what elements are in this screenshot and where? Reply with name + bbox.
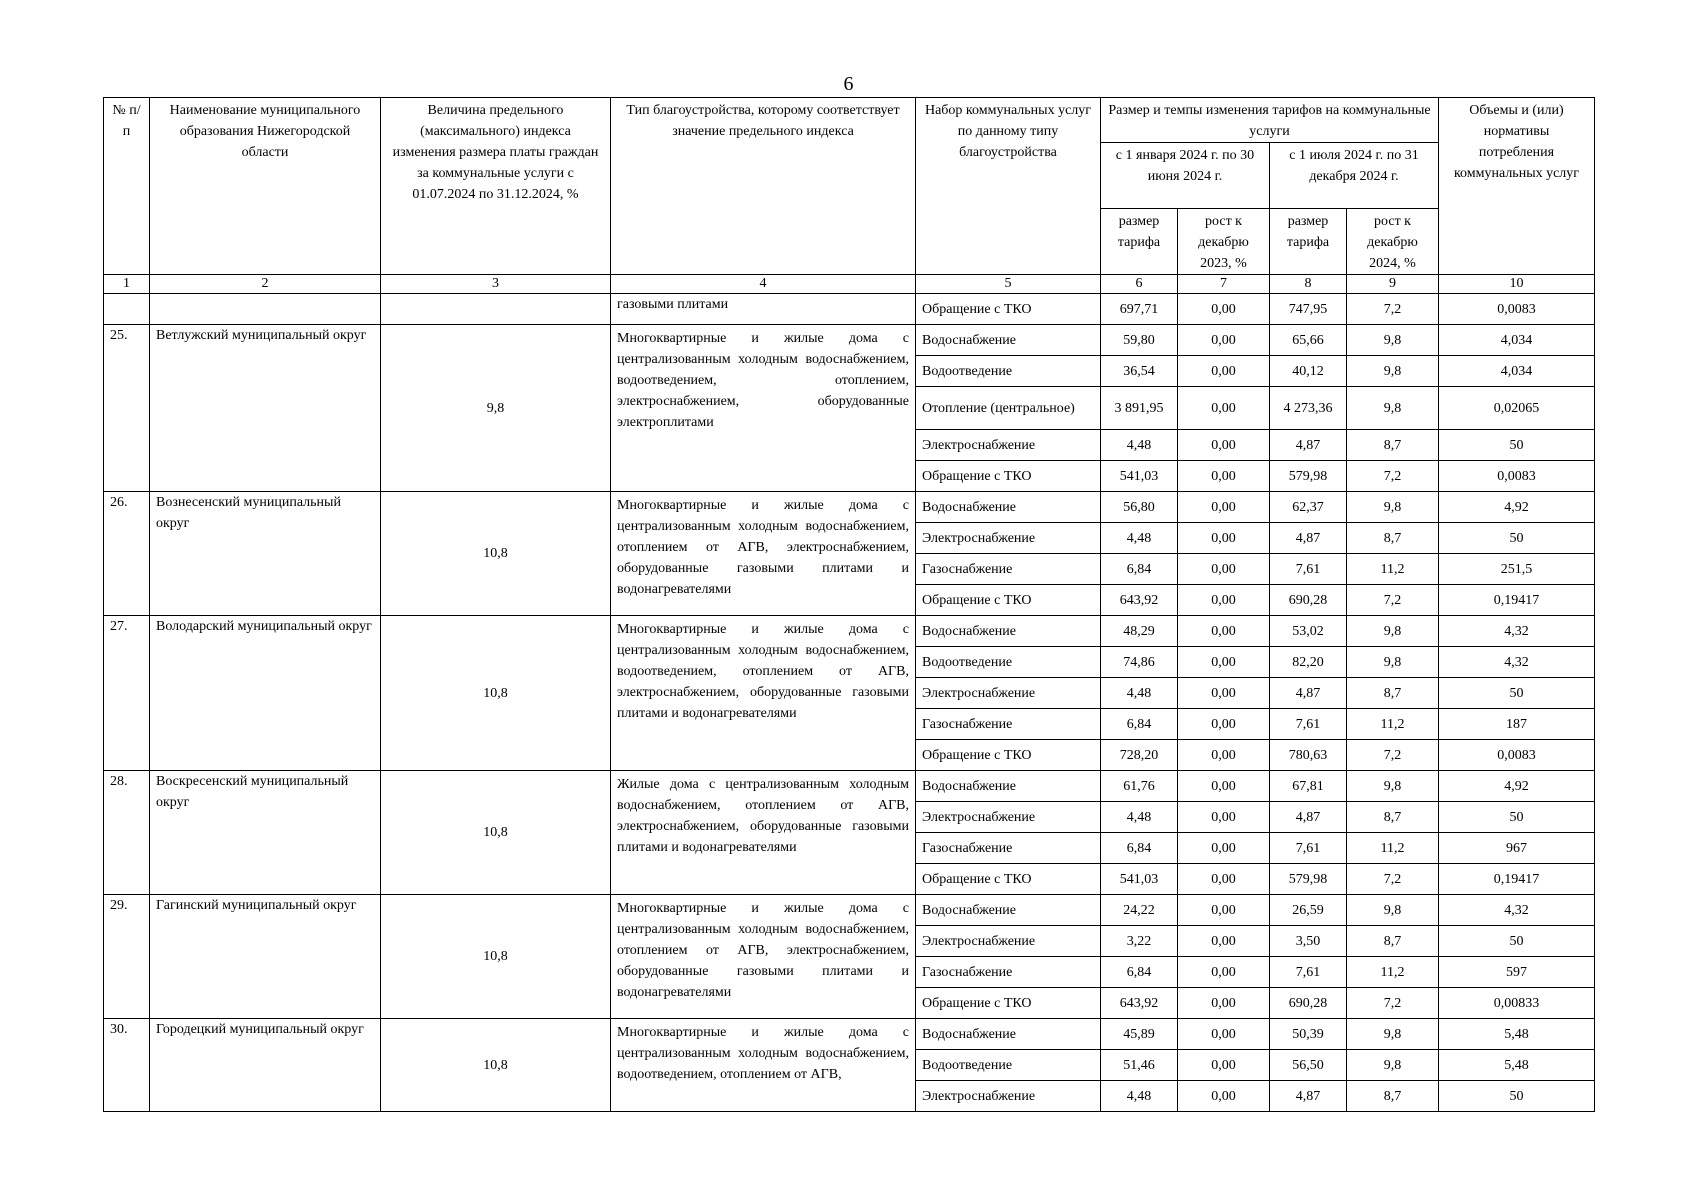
cell-tariff-2: 747,95 bbox=[1270, 294, 1347, 325]
cell-volume: 4,32 bbox=[1439, 647, 1595, 678]
cell-growth-1: 0,00 bbox=[1178, 554, 1270, 585]
cell-service: Электроснабжение bbox=[916, 926, 1101, 957]
cell-growth-2: 9,8 bbox=[1347, 895, 1439, 926]
cell-tariff-1: 697,71 bbox=[1101, 294, 1178, 325]
cell-volume: 4,92 bbox=[1439, 492, 1595, 523]
cell-max-index bbox=[381, 294, 611, 325]
cell-improvement-type: Многоквартирные и жилые дома с централизованным холодным водоснабжением, водоотведением, отоплением от АГВ, электроснабжением, оборудованные газовыми плитами и водонагревателями bbox=[611, 616, 916, 771]
cell-growth-1: 0,00 bbox=[1178, 802, 1270, 833]
column-number: 6 bbox=[1101, 275, 1178, 294]
cell-growth-1: 0,00 bbox=[1178, 325, 1270, 356]
header-municipality: Наименование муниципального образования Нижегородской области bbox=[150, 98, 381, 275]
header-tariff-group: Размер и темпы изменения тарифов на коммунальные услуги bbox=[1101, 98, 1439, 143]
cell-growth-2: 9,8 bbox=[1347, 356, 1439, 387]
cell-growth-2: 7,2 bbox=[1347, 988, 1439, 1019]
cell-volume: 50 bbox=[1439, 1081, 1595, 1112]
cell-service: Электроснабжение bbox=[916, 523, 1101, 554]
cell-service: Обращение с ТКО bbox=[916, 740, 1101, 771]
cell-tariff-2: 4,87 bbox=[1270, 523, 1347, 554]
cell-municipality: Володарский муниципальный округ bbox=[150, 616, 381, 771]
header-volumes: Объемы и (или) нормативы потребления коммунальных услуг bbox=[1439, 98, 1595, 275]
cell-service: Водоотведение bbox=[916, 356, 1101, 387]
cell-growth-1: 0,00 bbox=[1178, 709, 1270, 740]
column-number: 2 bbox=[150, 275, 381, 294]
header-max-index: Величина предельного (максимального) индекса изменения размера платы граждан за коммунальные услуги с 01.07.2024 по 31.12.2024, % bbox=[381, 98, 611, 275]
cell-tariff-2: 4,87 bbox=[1270, 678, 1347, 709]
column-number: 1 bbox=[104, 275, 150, 294]
column-number: 9 bbox=[1347, 275, 1439, 294]
cell-growth-1: 0,00 bbox=[1178, 492, 1270, 523]
cell-growth-2: 11,2 bbox=[1347, 833, 1439, 864]
cell-volume: 967 bbox=[1439, 833, 1595, 864]
cell-growth-2: 9,8 bbox=[1347, 616, 1439, 647]
cell-service: Отопление (центральное) bbox=[916, 387, 1101, 430]
cell-growth-2: 8,7 bbox=[1347, 802, 1439, 833]
cell-growth-1: 0,00 bbox=[1178, 647, 1270, 678]
cell-volume: 4,034 bbox=[1439, 325, 1595, 356]
header-growth-2023: рост к декабрю 2023, % bbox=[1178, 209, 1270, 275]
cell-growth-1: 0,00 bbox=[1178, 387, 1270, 430]
cell-tariff-2: 4,87 bbox=[1270, 430, 1347, 461]
cell-growth-1: 0,00 bbox=[1178, 1019, 1270, 1050]
cell-growth-2: 9,8 bbox=[1347, 647, 1439, 678]
cell-service: Электроснабжение bbox=[916, 1081, 1101, 1112]
cell-tariff-1: 6,84 bbox=[1101, 709, 1178, 740]
cell-municipality bbox=[150, 294, 381, 325]
cell-tariff-1: 4,48 bbox=[1101, 678, 1178, 709]
cell-growth-2: 8,7 bbox=[1347, 926, 1439, 957]
cell-tariff-2: 579,98 bbox=[1270, 461, 1347, 492]
cell-tariff-1: 56,80 bbox=[1101, 492, 1178, 523]
cell-tariff-2: 53,02 bbox=[1270, 616, 1347, 647]
cell-volume: 50 bbox=[1439, 678, 1595, 709]
header-tariff-size-2: размер тарифа bbox=[1270, 209, 1347, 275]
cell-tariff-1: 541,03 bbox=[1101, 461, 1178, 492]
cell-growth-1: 0,00 bbox=[1178, 864, 1270, 895]
column-numbers-row bbox=[104, 275, 1595, 294]
cell-tariff-1: 48,29 bbox=[1101, 616, 1178, 647]
cell-tariff-2: 7,61 bbox=[1270, 554, 1347, 585]
cell-volume: 50 bbox=[1439, 926, 1595, 957]
cell-tariff-1: 36,54 bbox=[1101, 356, 1178, 387]
cell-municipality: Ветлужский муниципальный округ bbox=[150, 325, 381, 492]
header-services-set: Набор коммунальных услуг по данному типу благоустройства bbox=[916, 98, 1101, 275]
cell-service: Водоснабжение bbox=[916, 616, 1101, 647]
cell-growth-1: 0,00 bbox=[1178, 1050, 1270, 1081]
cell-growth-2: 9,8 bbox=[1347, 1050, 1439, 1081]
cell-growth-1: 0,00 bbox=[1178, 356, 1270, 387]
column-number: 3 bbox=[381, 275, 611, 294]
cell-volume: 4,034 bbox=[1439, 356, 1595, 387]
header-number: № п/п bbox=[104, 98, 150, 275]
cell-municipality: Вознесенский муниципальный округ bbox=[150, 492, 381, 616]
cell-service: Водоотведение bbox=[916, 1050, 1101, 1081]
cell-number bbox=[104, 294, 150, 325]
cell-tariff-2: 26,59 bbox=[1270, 895, 1347, 926]
cell-improvement-type: газовыми плитами bbox=[611, 294, 916, 325]
cell-improvement-type: Жилые дома с централизованным холодным водоснабжением, отоплением от АГВ, электроснабжением, оборудованные газовыми плитами и водонагревателями bbox=[611, 771, 916, 895]
cell-volume: 5,48 bbox=[1439, 1019, 1595, 1050]
cell-growth-1: 0,00 bbox=[1178, 957, 1270, 988]
table-row bbox=[104, 895, 1595, 926]
cell-max-index: 9,8 bbox=[381, 325, 611, 492]
header-period-2: с 1 июля 2024 г. по 31 декабря 2024 г. bbox=[1270, 143, 1439, 209]
cell-growth-1: 0,00 bbox=[1178, 833, 1270, 864]
header-tariff-size-1: размер тарифа bbox=[1101, 209, 1178, 275]
cell-number: 27. bbox=[104, 616, 150, 771]
cell-growth-1: 0,00 bbox=[1178, 1081, 1270, 1112]
cell-growth-2: 7,2 bbox=[1347, 461, 1439, 492]
cell-growth-1: 0,00 bbox=[1178, 926, 1270, 957]
cell-volume: 5,48 bbox=[1439, 1050, 1595, 1081]
cell-volume: 50 bbox=[1439, 523, 1595, 554]
cell-service: Водоотведение bbox=[916, 647, 1101, 678]
cell-growth-2: 9,8 bbox=[1347, 492, 1439, 523]
cell-max-index: 10,8 bbox=[381, 616, 611, 771]
cell-service: Водоснабжение bbox=[916, 895, 1101, 926]
cell-growth-2: 9,8 bbox=[1347, 771, 1439, 802]
tariff-table bbox=[103, 97, 1595, 1112]
cell-tariff-1: 74,86 bbox=[1101, 647, 1178, 678]
cell-tariff-2: 579,98 bbox=[1270, 864, 1347, 895]
cell-volume: 50 bbox=[1439, 802, 1595, 833]
cell-tariff-2: 690,28 bbox=[1270, 585, 1347, 616]
table-header bbox=[104, 98, 1595, 294]
cell-growth-1: 0,00 bbox=[1178, 895, 1270, 926]
cell-number: 25. bbox=[104, 325, 150, 492]
column-number: 4 bbox=[611, 275, 916, 294]
cell-service: Обращение с ТКО bbox=[916, 585, 1101, 616]
table-row bbox=[104, 616, 1595, 647]
cell-growth-2: 8,7 bbox=[1347, 678, 1439, 709]
cell-volume: 0,19417 bbox=[1439, 585, 1595, 616]
column-number: 5 bbox=[916, 275, 1101, 294]
table-row bbox=[104, 325, 1595, 356]
cell-service: Водоснабжение bbox=[916, 325, 1101, 356]
cell-service: Электроснабжение bbox=[916, 430, 1101, 461]
header-improvement-type: Тип благоустройства, которому соответствует значение предельного индекса bbox=[611, 98, 916, 275]
cell-growth-1: 0,00 bbox=[1178, 430, 1270, 461]
cell-growth-2: 7,2 bbox=[1347, 585, 1439, 616]
cell-volume: 0,19417 bbox=[1439, 864, 1595, 895]
table-row bbox=[104, 492, 1595, 523]
cell-volume: 4,32 bbox=[1439, 895, 1595, 926]
cell-tariff-2: 7,61 bbox=[1270, 833, 1347, 864]
cell-growth-2: 11,2 bbox=[1347, 709, 1439, 740]
cell-tariff-2: 50,39 bbox=[1270, 1019, 1347, 1050]
cell-service: Газоснабжение bbox=[916, 709, 1101, 740]
header-period-1: с 1 января 2024 г. по 30 июня 2024 г. bbox=[1101, 143, 1270, 209]
cell-growth-1: 0,00 bbox=[1178, 678, 1270, 709]
cell-tariff-2: 690,28 bbox=[1270, 988, 1347, 1019]
cell-tariff-2: 56,50 bbox=[1270, 1050, 1347, 1081]
cell-growth-2: 9,8 bbox=[1347, 1019, 1439, 1050]
cell-tariff-1: 728,20 bbox=[1101, 740, 1178, 771]
cell-service: Электроснабжение bbox=[916, 678, 1101, 709]
cell-tariff-1: 3,22 bbox=[1101, 926, 1178, 957]
table-row bbox=[104, 1019, 1595, 1050]
cell-growth-1: 0,00 bbox=[1178, 523, 1270, 554]
cell-tariff-1: 6,84 bbox=[1101, 554, 1178, 585]
cell-service: Водоснабжение bbox=[916, 771, 1101, 802]
cell-volume: 0,0083 bbox=[1439, 461, 1595, 492]
cell-service: Водоснабжение bbox=[916, 1019, 1101, 1050]
cell-tariff-2: 4,87 bbox=[1270, 1081, 1347, 1112]
cell-volume: 50 bbox=[1439, 430, 1595, 461]
cell-tariff-1: 643,92 bbox=[1101, 988, 1178, 1019]
column-number: 7 bbox=[1178, 275, 1270, 294]
cell-growth-1: 0,00 bbox=[1178, 616, 1270, 647]
cell-tariff-2: 82,20 bbox=[1270, 647, 1347, 678]
cell-service: Обращение с ТКО bbox=[916, 988, 1101, 1019]
cell-volume: 0,0083 bbox=[1439, 294, 1595, 325]
cell-volume: 187 bbox=[1439, 709, 1595, 740]
cell-service: Обращение с ТКО bbox=[916, 864, 1101, 895]
cell-number: 28. bbox=[104, 771, 150, 895]
cell-improvement-type: Многоквартирные и жилые дома с централизованным холодным водоснабжением, отоплением от АГВ, электроснабжением, оборудованные газовыми плитами и водонагревателями bbox=[611, 895, 916, 1019]
cell-improvement-type: Многоквартирные и жилые дома с централизованным холодным водоснабжением, водоотведением, отоплением от АГВ, bbox=[611, 1019, 916, 1112]
cell-service: Газоснабжение bbox=[916, 833, 1101, 864]
cell-tariff-1: 24,22 bbox=[1101, 895, 1178, 926]
cell-growth-2: 9,8 bbox=[1347, 387, 1439, 430]
cell-volume: 4,32 bbox=[1439, 616, 1595, 647]
page-number: 6 bbox=[843, 73, 854, 95]
cell-max-index: 10,8 bbox=[381, 771, 611, 895]
cell-tariff-1: 45,89 bbox=[1101, 1019, 1178, 1050]
cell-growth-1: 0,00 bbox=[1178, 988, 1270, 1019]
column-number: 10 bbox=[1439, 275, 1595, 294]
cell-growth-1: 0,00 bbox=[1178, 771, 1270, 802]
table-row bbox=[104, 771, 1595, 802]
cell-growth-1: 0,00 bbox=[1178, 461, 1270, 492]
cell-tariff-2: 7,61 bbox=[1270, 709, 1347, 740]
cell-tariff-2: 67,81 bbox=[1270, 771, 1347, 802]
cell-improvement-type: Многоквартирные и жилые дома с централизованным холодным водоснабжением, водоотведением, отоплением, электроснабжением, оборудованные электроплитами bbox=[611, 325, 916, 492]
column-number: 8 bbox=[1270, 275, 1347, 294]
cell-tariff-1: 6,84 bbox=[1101, 833, 1178, 864]
cell-number: 26. bbox=[104, 492, 150, 616]
cell-service: Газоснабжение bbox=[916, 554, 1101, 585]
cell-tariff-2: 780,63 bbox=[1270, 740, 1347, 771]
cell-tariff-1: 3 891,95 bbox=[1101, 387, 1178, 430]
cell-volume: 0,00833 bbox=[1439, 988, 1595, 1019]
cell-growth-1: 0,00 bbox=[1178, 294, 1270, 325]
cell-tariff-1: 6,84 bbox=[1101, 957, 1178, 988]
cell-max-index: 10,8 bbox=[381, 1019, 611, 1112]
cell-growth-2: 11,2 bbox=[1347, 554, 1439, 585]
cell-number: 29. bbox=[104, 895, 150, 1019]
cell-service: Водоснабжение bbox=[916, 492, 1101, 523]
cell-growth-2: 7,2 bbox=[1347, 294, 1439, 325]
cell-growth-1: 0,00 bbox=[1178, 585, 1270, 616]
cell-service: Электроснабжение bbox=[916, 802, 1101, 833]
cell-tariff-2: 65,66 bbox=[1270, 325, 1347, 356]
cell-volume: 251,5 bbox=[1439, 554, 1595, 585]
cell-growth-2: 11,2 bbox=[1347, 957, 1439, 988]
cell-tariff-1: 4,48 bbox=[1101, 523, 1178, 554]
cell-tariff-2: 40,12 bbox=[1270, 356, 1347, 387]
cell-service: Обращение с ТКО bbox=[916, 294, 1101, 325]
cell-tariff-1: 541,03 bbox=[1101, 864, 1178, 895]
cell-tariff-1: 59,80 bbox=[1101, 325, 1178, 356]
cell-tariff-1: 61,76 bbox=[1101, 771, 1178, 802]
cell-tariff-1: 4,48 bbox=[1101, 1081, 1178, 1112]
cell-tariff-1: 643,92 bbox=[1101, 585, 1178, 616]
cell-improvement-type: Многоквартирные и жилые дома с централизованным холодным водоснабжением, отоплением от АГВ, электроснабжением, оборудованные газовыми плитами и водонагревателями bbox=[611, 492, 916, 616]
cell-volume: 4,92 bbox=[1439, 771, 1595, 802]
cell-municipality: Воскресенский муниципальный округ bbox=[150, 771, 381, 895]
cell-growth-2: 7,2 bbox=[1347, 740, 1439, 771]
cell-service: Обращение с ТКО bbox=[916, 461, 1101, 492]
cell-volume: 0,02065 bbox=[1439, 387, 1595, 430]
cell-growth-2: 8,7 bbox=[1347, 430, 1439, 461]
cell-growth-2: 8,7 bbox=[1347, 1081, 1439, 1112]
cell-volume: 597 bbox=[1439, 957, 1595, 988]
cell-municipality: Городецкий муниципальный округ bbox=[150, 1019, 381, 1112]
cell-tariff-1: 51,46 bbox=[1101, 1050, 1178, 1081]
cell-growth-2: 7,2 bbox=[1347, 864, 1439, 895]
cell-number: 30. bbox=[104, 1019, 150, 1112]
table-row-continuation bbox=[104, 294, 1595, 325]
cell-growth-1: 0,00 bbox=[1178, 740, 1270, 771]
cell-max-index: 10,8 bbox=[381, 492, 611, 616]
cell-tariff-2: 7,61 bbox=[1270, 957, 1347, 988]
table-body bbox=[104, 294, 1595, 1112]
header-growth-2024: рост к декабрю 2024, % bbox=[1347, 209, 1439, 275]
cell-max-index: 10,8 bbox=[381, 895, 611, 1019]
cell-volume: 0,0083 bbox=[1439, 740, 1595, 771]
cell-municipality: Гагинский муниципальный округ bbox=[150, 895, 381, 1019]
cell-tariff-2: 4,87 bbox=[1270, 802, 1347, 833]
cell-tariff-2: 4 273,36 bbox=[1270, 387, 1347, 430]
cell-tariff-1: 4,48 bbox=[1101, 430, 1178, 461]
cell-tariff-2: 3,50 bbox=[1270, 926, 1347, 957]
cell-growth-2: 9,8 bbox=[1347, 325, 1439, 356]
cell-service: Газоснабжение bbox=[916, 957, 1101, 988]
cell-tariff-1: 4,48 bbox=[1101, 802, 1178, 833]
cell-growth-2: 8,7 bbox=[1347, 523, 1439, 554]
cell-tariff-2: 62,37 bbox=[1270, 492, 1347, 523]
